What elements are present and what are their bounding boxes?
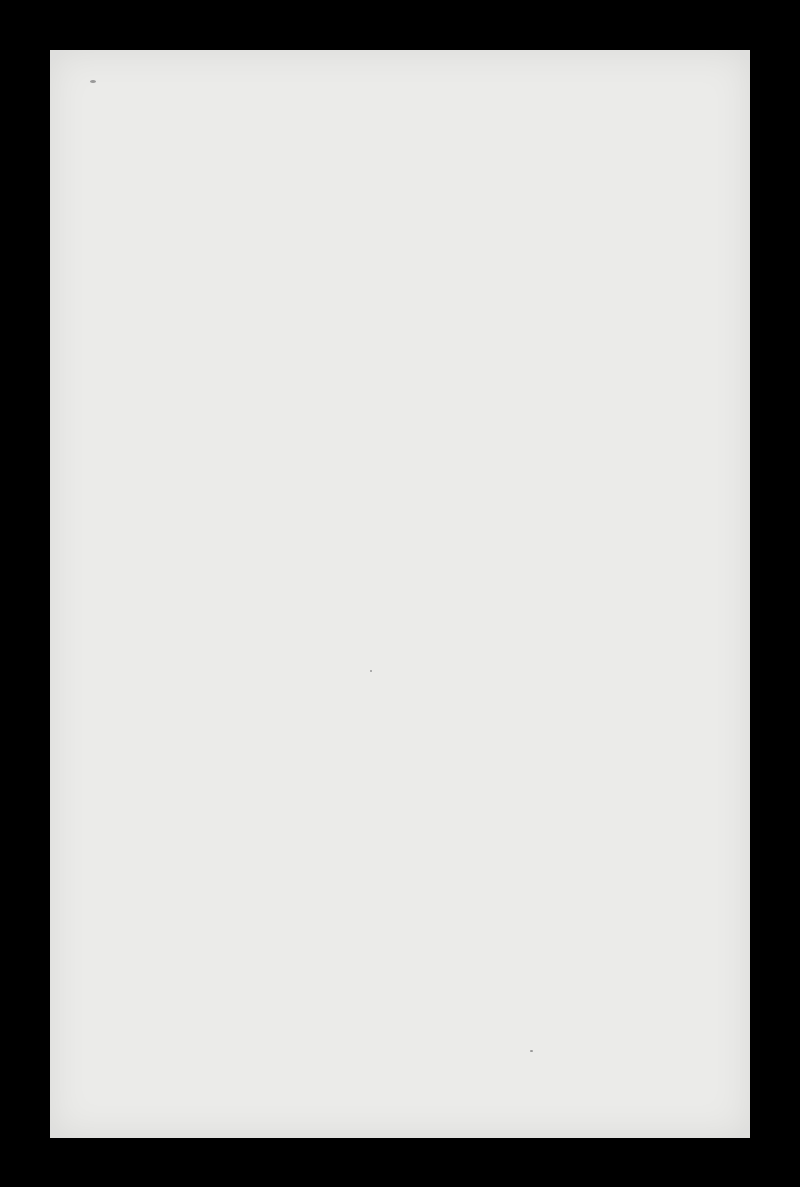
document-page — [50, 50, 750, 1138]
